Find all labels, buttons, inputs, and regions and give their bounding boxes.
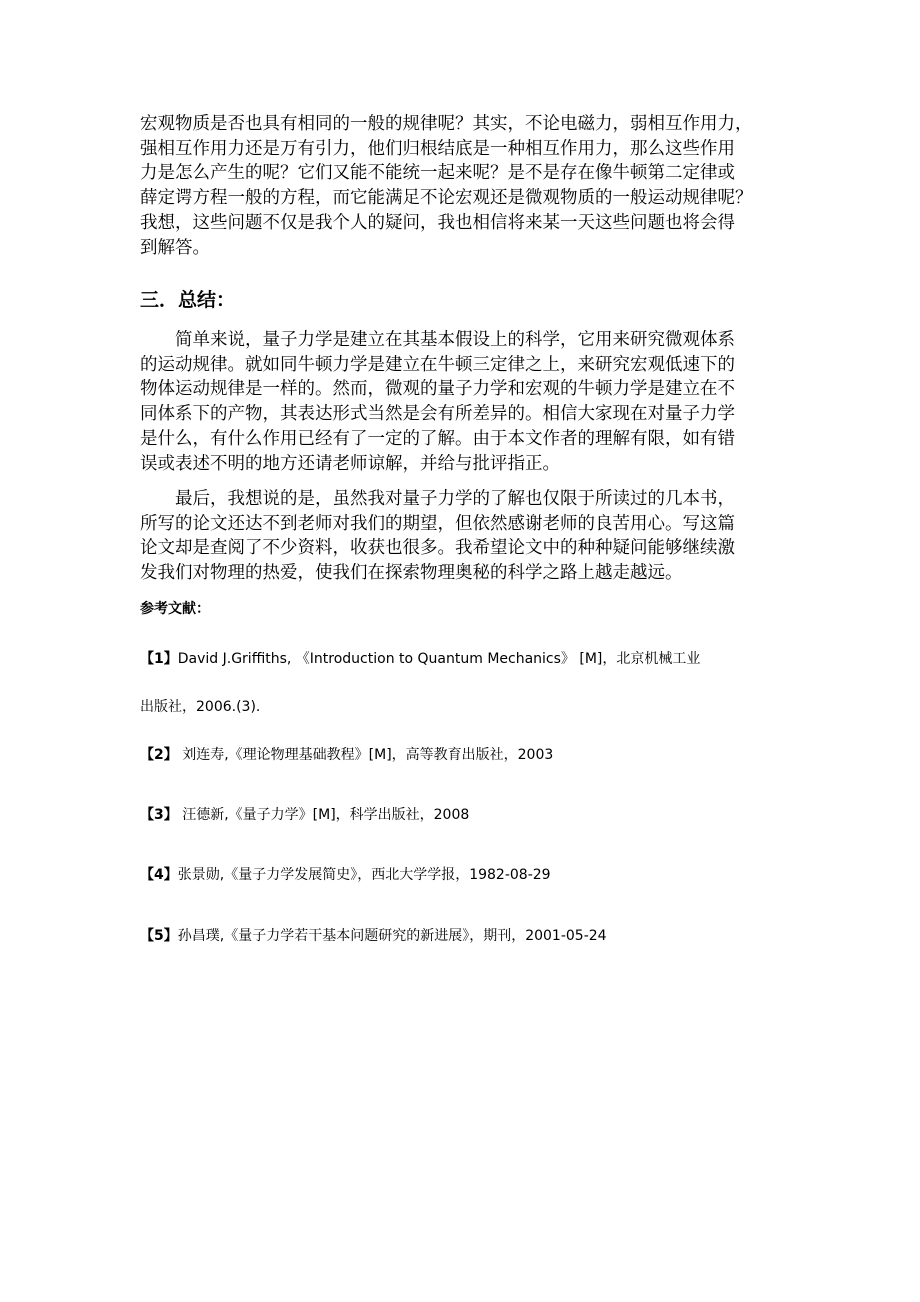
references-title: 参考文献： xyxy=(140,601,210,617)
text-line: 是什么，有什么作用已经有了一定的了解。由于本文作者的理解有限，如有错 xyxy=(140,428,735,449)
reference-text: 出版社，2006.(3). xyxy=(140,699,261,715)
reference-text: 孙昌璞,《量子力学若干基本问题研究的新进展》，期刊，2001-05-24 xyxy=(177,928,607,944)
reference-item xyxy=(140,804,469,824)
text-line: 力是怎么产生的呢？它们又能不能统一起来呢？是不是存在像牛顿第二定律或 xyxy=(140,163,735,184)
text-line: 发我们对物理的热爱，使我们在探索物理奥秘的科学之路上越走越远。 xyxy=(140,563,683,584)
reference-text: David J.Griffiths, 《Introduction to Quantum Mechanics》 [M]，北京机械工业 xyxy=(177,651,701,667)
summary-paragraph xyxy=(140,328,780,476)
text-line: 强相互作用力还是万有引力，他们归根结底是一种相互作用力，那么这些作用 xyxy=(140,138,735,159)
text-line: 同体系下的产物，其表达形式当然是会有所差异的。相信大家现在对量子力学 xyxy=(140,404,735,425)
text-line: 我想，这些问题不仅是我个人的疑问，我也相信将来某一天这些问题也将会得 xyxy=(140,212,735,233)
reference-text: 汪德新,《量子力学》[M]，科学出版社，2008 xyxy=(177,807,470,823)
reference-text: 张景勋,《量子力学发展简史》，西北大学学报，1982-08-29 xyxy=(177,867,551,883)
text-line: 简单来说，量子力学是建立在其基本假设上的科学，它用来研究微观体系 xyxy=(175,330,735,350)
text-line: 所写的论文还达不到老师对我们的期望，但依然感谢老师的良苦用心。写这篇 xyxy=(140,513,735,534)
text-line: 误或表述不明的地方还请老师谅解，并给与批评指正。 xyxy=(140,453,560,474)
intro-paragraph xyxy=(140,112,780,260)
text-line: 到解答。 xyxy=(140,237,210,258)
text-line: 宏观物质是否也具有相同的一般的规律呢？其实，不论电磁力，弱相互作用力， xyxy=(140,114,753,134)
text-line: 物体运动规律是一样的。然而，微观的量子力学和宏观的牛顿力学是建立在不 xyxy=(140,379,735,400)
text-line: 论文却是查阅了不少资料，收获也很多。我希望论文中的种种疑问能够继续激 xyxy=(140,538,735,559)
reference-item-continuation xyxy=(140,696,260,716)
text-line: 的运动规律。就如同牛顿力学是建立在牛顿三定律之上，来研究宏观低速下的 xyxy=(140,354,735,375)
reference-item xyxy=(140,648,700,668)
text-line: 最后，我想说的是，虽然我对量子力学的了解也仅限于所读过的几本书， xyxy=(175,489,735,509)
reference-marker: 【2】 xyxy=(140,747,178,763)
reference-marker: 【1】 xyxy=(140,651,178,667)
reference-marker: 【4】 xyxy=(140,867,178,883)
reference-item xyxy=(140,744,553,764)
text-line: 薛定谔方程一般的方程，而它能满足不论宏观还是微观物质的一般运动规律呢？ xyxy=(140,188,753,209)
reference-item xyxy=(140,864,551,884)
reference-marker: 【3】 xyxy=(140,807,178,823)
closing-paragraph xyxy=(140,487,780,586)
reference-text: 刘连寿,《理论物理基础教程》[M]，高等教育出版社，2003 xyxy=(177,747,554,763)
reference-marker: 【5】 xyxy=(140,928,178,944)
reference-item xyxy=(140,925,607,945)
section-heading: 三．总结： xyxy=(140,289,236,311)
